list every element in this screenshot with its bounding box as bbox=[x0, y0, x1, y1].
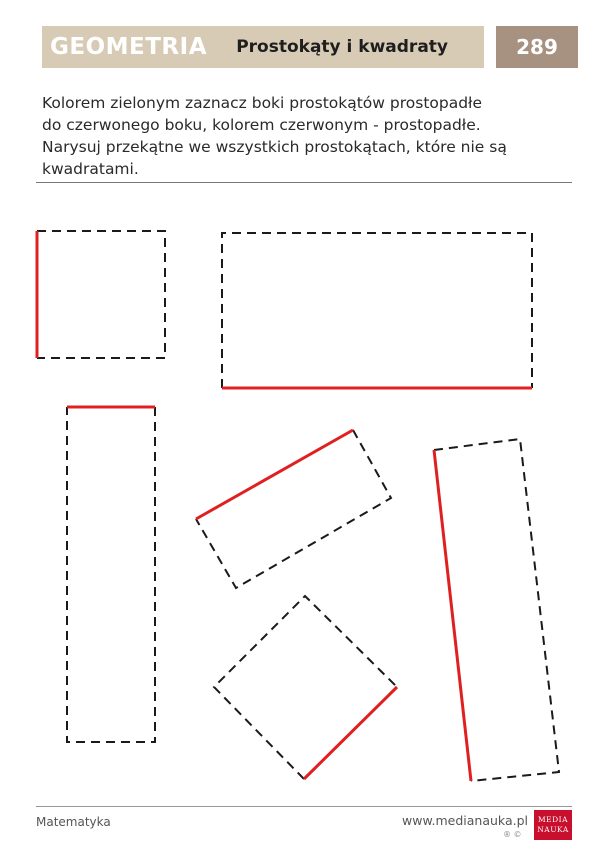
dashed-sides bbox=[67, 407, 155, 742]
instruction-line-1: Kolorem zielonym zaznacz boki prostokątów prostopadłe bbox=[42, 94, 482, 112]
logo-line-1: MEDIA bbox=[537, 815, 569, 824]
wide-rectangle bbox=[222, 233, 532, 388]
media-nauka-logo bbox=[534, 810, 572, 840]
red-side bbox=[434, 450, 471, 781]
red-side bbox=[304, 687, 397, 779]
instruction-line-2: do czerwonego boku, kolorem czerwonym - prostopadłe. bbox=[42, 116, 481, 134]
tall-tilted-rectangle bbox=[434, 439, 559, 781]
rotated-square bbox=[214, 596, 397, 779]
dashed-sides bbox=[222, 233, 532, 388]
footer-url-link[interactable]: www.medianauka.pl bbox=[402, 813, 528, 828]
instruction-line-4: kwadratami. bbox=[42, 160, 139, 178]
dashed-sides bbox=[214, 596, 397, 779]
subject-title: GEOMETRIA bbox=[50, 34, 207, 60]
square-top-left bbox=[37, 231, 165, 358]
red-side bbox=[196, 430, 353, 519]
dashed-sides bbox=[37, 231, 165, 358]
bottom-divider bbox=[36, 806, 572, 807]
instruction-line-3: Narysuj przekątne we wszystkich prostokątach, które nie są bbox=[42, 138, 507, 156]
dashed-sides bbox=[196, 430, 391, 588]
tilted-rectangle bbox=[196, 430, 391, 588]
tall-rectangle bbox=[67, 407, 155, 742]
topic-title: Prostokąty i kwadraty bbox=[236, 37, 448, 57]
page-number: 289 bbox=[516, 35, 558, 59]
logo-line-2: NAUKA bbox=[537, 825, 569, 834]
footer-trademark-marks: ® © bbox=[503, 830, 522, 839]
footer-subject: Matematyka bbox=[36, 815, 111, 829]
